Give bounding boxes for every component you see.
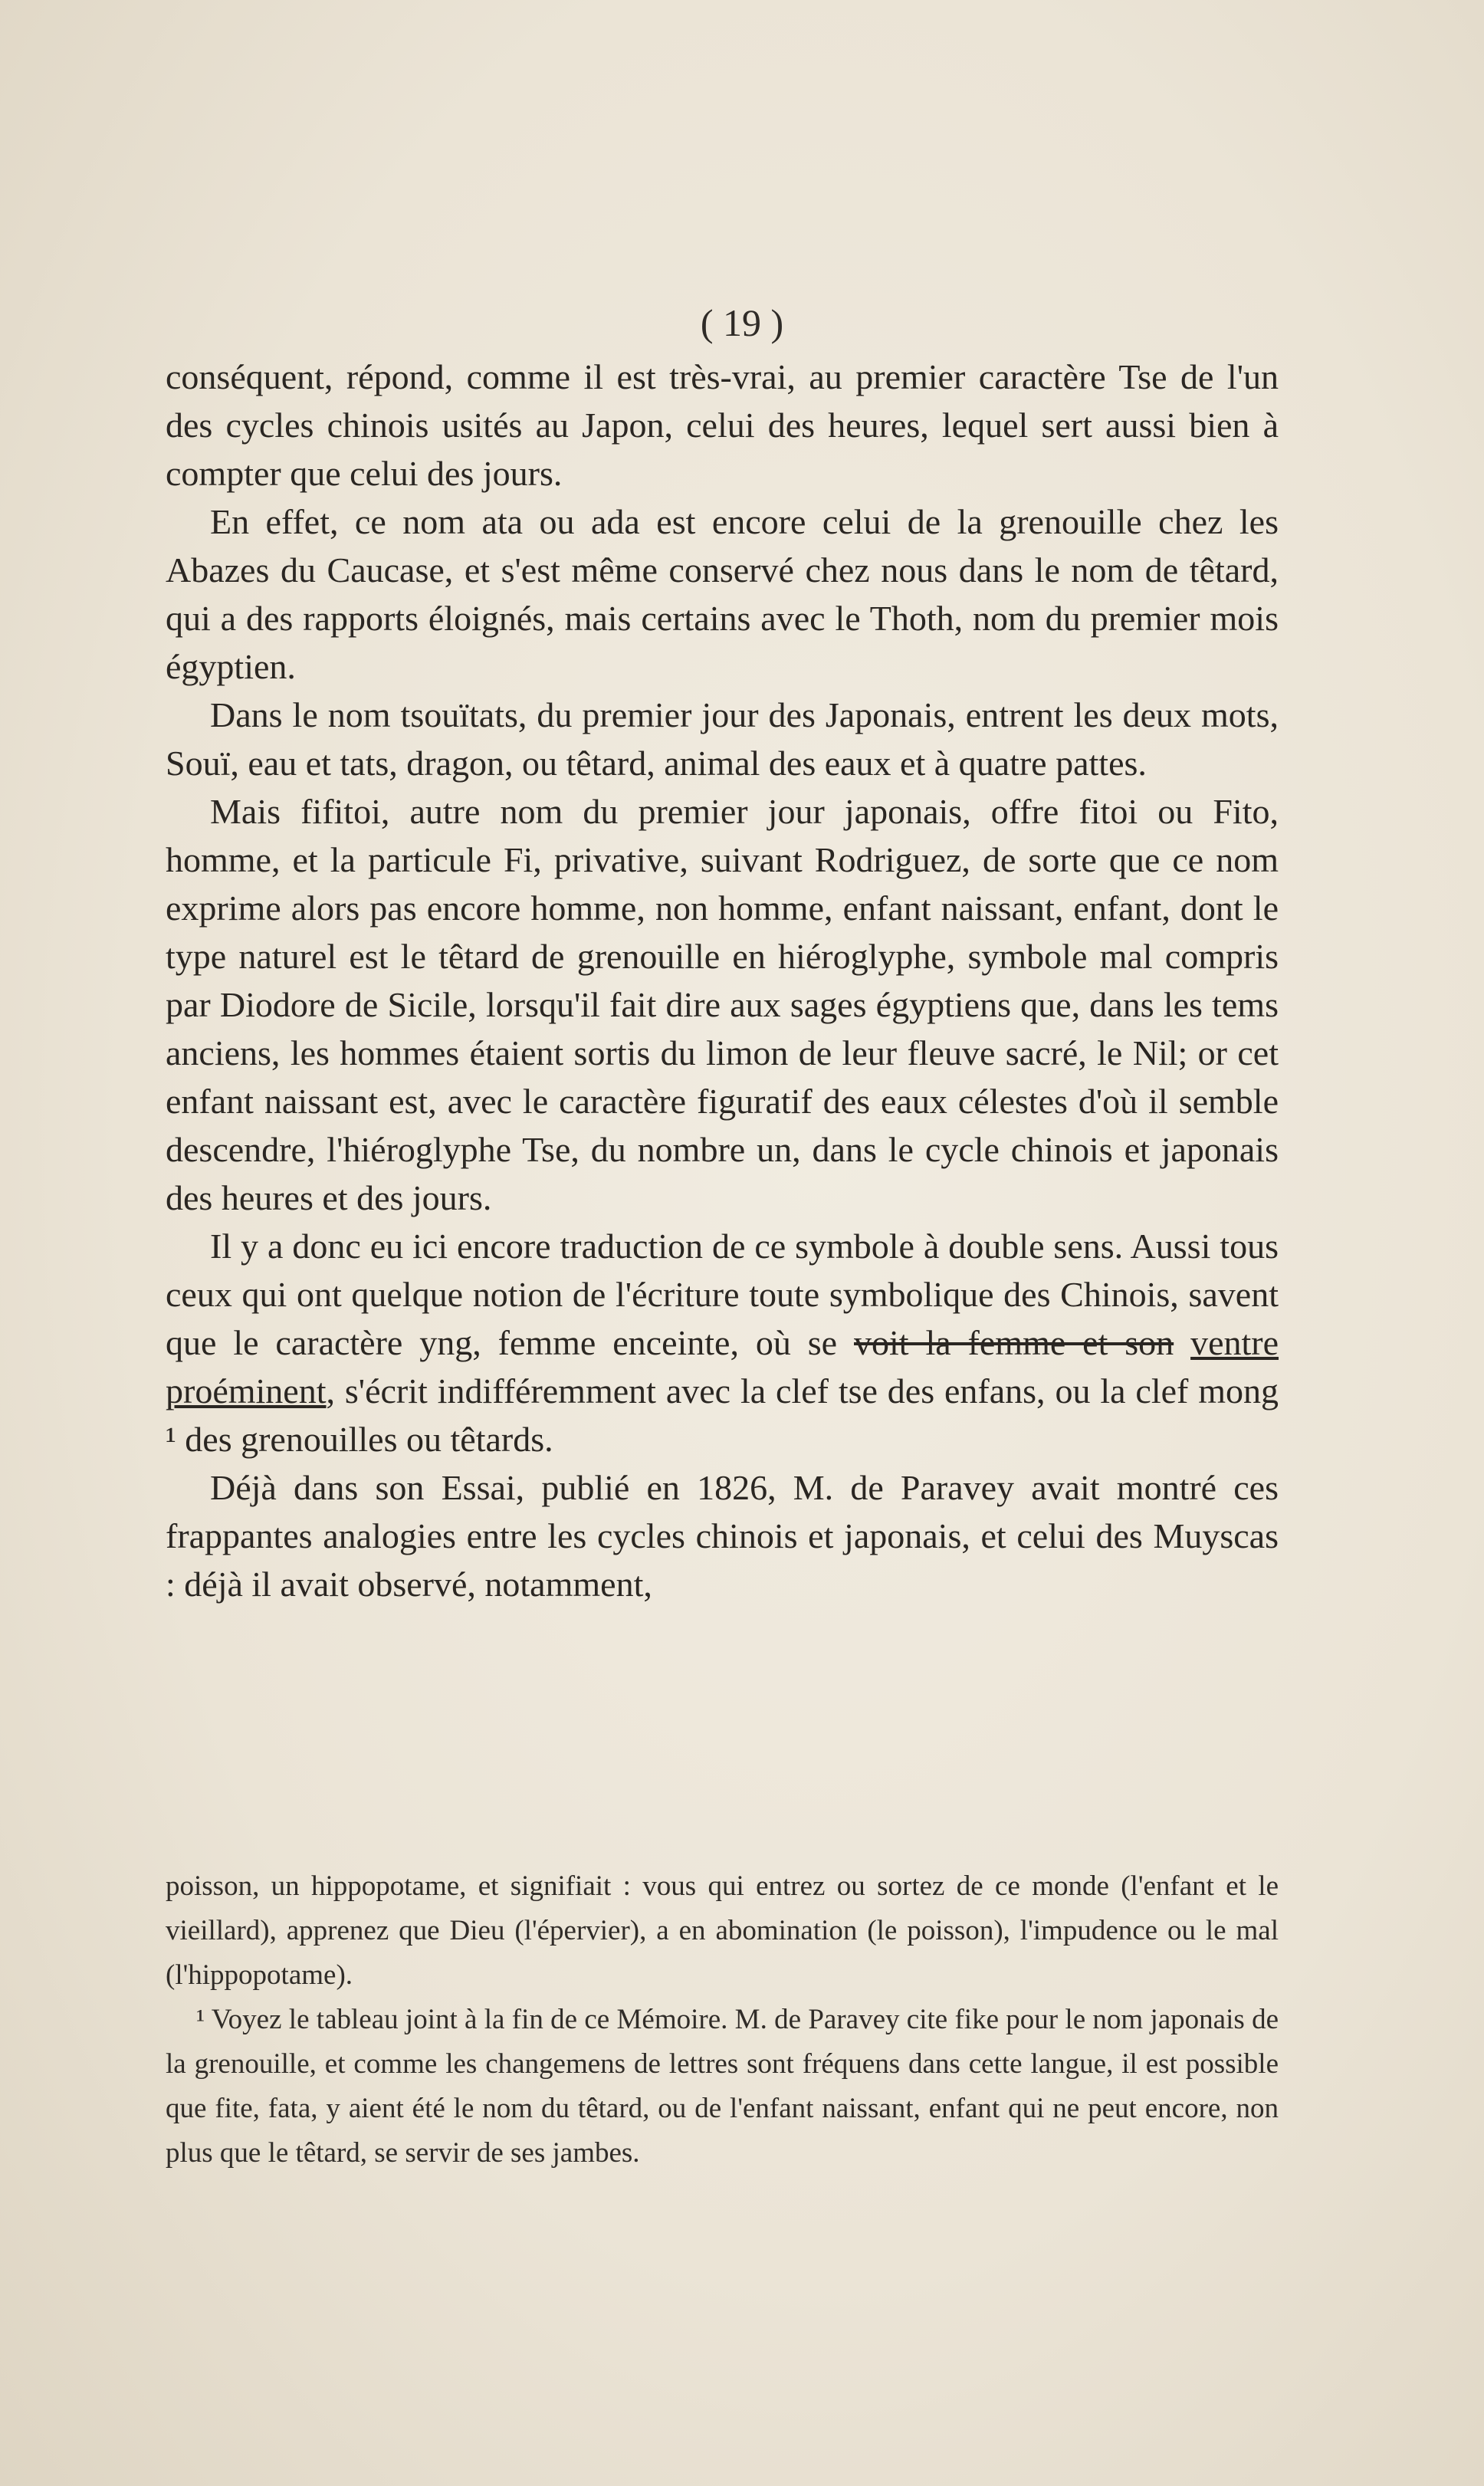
paragraph-5-start: Il y a donc eu ici encore traduction de ce symbole à double sens. Aussi tous ceux qui ont quelque notion de l'écriture toute symbolique des Chinois, savent que le caractère yng, femme enceinte, où se [166, 1227, 1279, 1362]
page-number: ( 19 ) [700, 301, 784, 344]
paragraph-5-end: , s'écrit indifféremment avec la clef tse des enfans, ou la clef mong ¹ des grenouilles ou têtards. [166, 1371, 1279, 1459]
main-text [166, 353, 1279, 1608]
paragraph-1: conséquent, répond, comme il est très-vrai, au premier caractère Tse de l'un des cycles chinois usités au Japon, celui des heures, lequel sert aussi bien à compter que celui des jours. [166, 357, 1279, 493]
paragraph-3: Dans le nom tsouïtats, du premier jour des Japonais, entrent les deux mots, Souï, eau et tats, dragon, ou têtard, animal des eaux et à quatre pattes. [166, 695, 1279, 783]
footnotes [166, 1864, 1279, 2176]
underlined-text: ventre proéminent [166, 1323, 1279, 1410]
paragraph-5-space [1174, 1323, 1190, 1362]
footnote-continuation: poisson, un hippopotame, et signifiait : vous qui entrez ou sortez de ce monde (l'enfant et le vieillard), apprenez que Dieu (l'épervier), a en abomination (le poisson), l'impudence ou le mal (l'hippopotame). [166, 1870, 1279, 1991]
struck-text: voit la femme et son [854, 1323, 1174, 1362]
paragraph-4: Mais fifitoi, autre nom du premier jour japonais, offre fitoi ou Fito, homme, et la particule Fi, privative, suivant Rodriguez, de sorte que ce nom exprime alors pas encore homme, non homme, enfant naissant, enfant, dont le type naturel est le têtard de grenouille en hiéroglyphe, symbole mal compris par Diodore de Sicile, lorsqu'il fait dire aux sages égyptiens que, dans les tems anciens, les hommes étaient sortis du limon de leur fleuve sacré, le Nil; or cet enfant naissant est, avec le caractère figuratif des eaux célestes d'où il semble descendre, l'hiéroglyphe Tse, du nombre un, dans le cycle chinois et japonais des heures et des jours. [166, 792, 1279, 1217]
paragraph-6: Déjà dans son Essai, publié en 1826, M. de Paravey avait montré ces frappantes analogies entre les cycles chinois et japonais, et celui des Muyscas : déjà il avait observé, notamment, [166, 1468, 1279, 1604]
footnote-1: ¹ Voyez le tableau joint à la fin de ce Mémoire. M. de Paravey cite fike pour le nom japonais de la grenouille, et comme les changemens de lettres sont fréquens dans cette langue, il est possible que fite, fata, y aient été le nom du têtard, ou de l'enfant naissant, enfant qui ne peut encore, non plus que le têtard, se servir de ses jambes. [166, 2004, 1279, 2169]
paragraph-5 [166, 1222, 1279, 1463]
paragraph-2: En effet, ce nom ata ou ada est encore celui de la grenouille chez les Abazes du Caucase, et s'est même conservé chez nous dans le nom de têtard, qui a des rapports éloignés, mais certains avec le Thoth, nom du premier mois égyptien. [166, 502, 1279, 686]
